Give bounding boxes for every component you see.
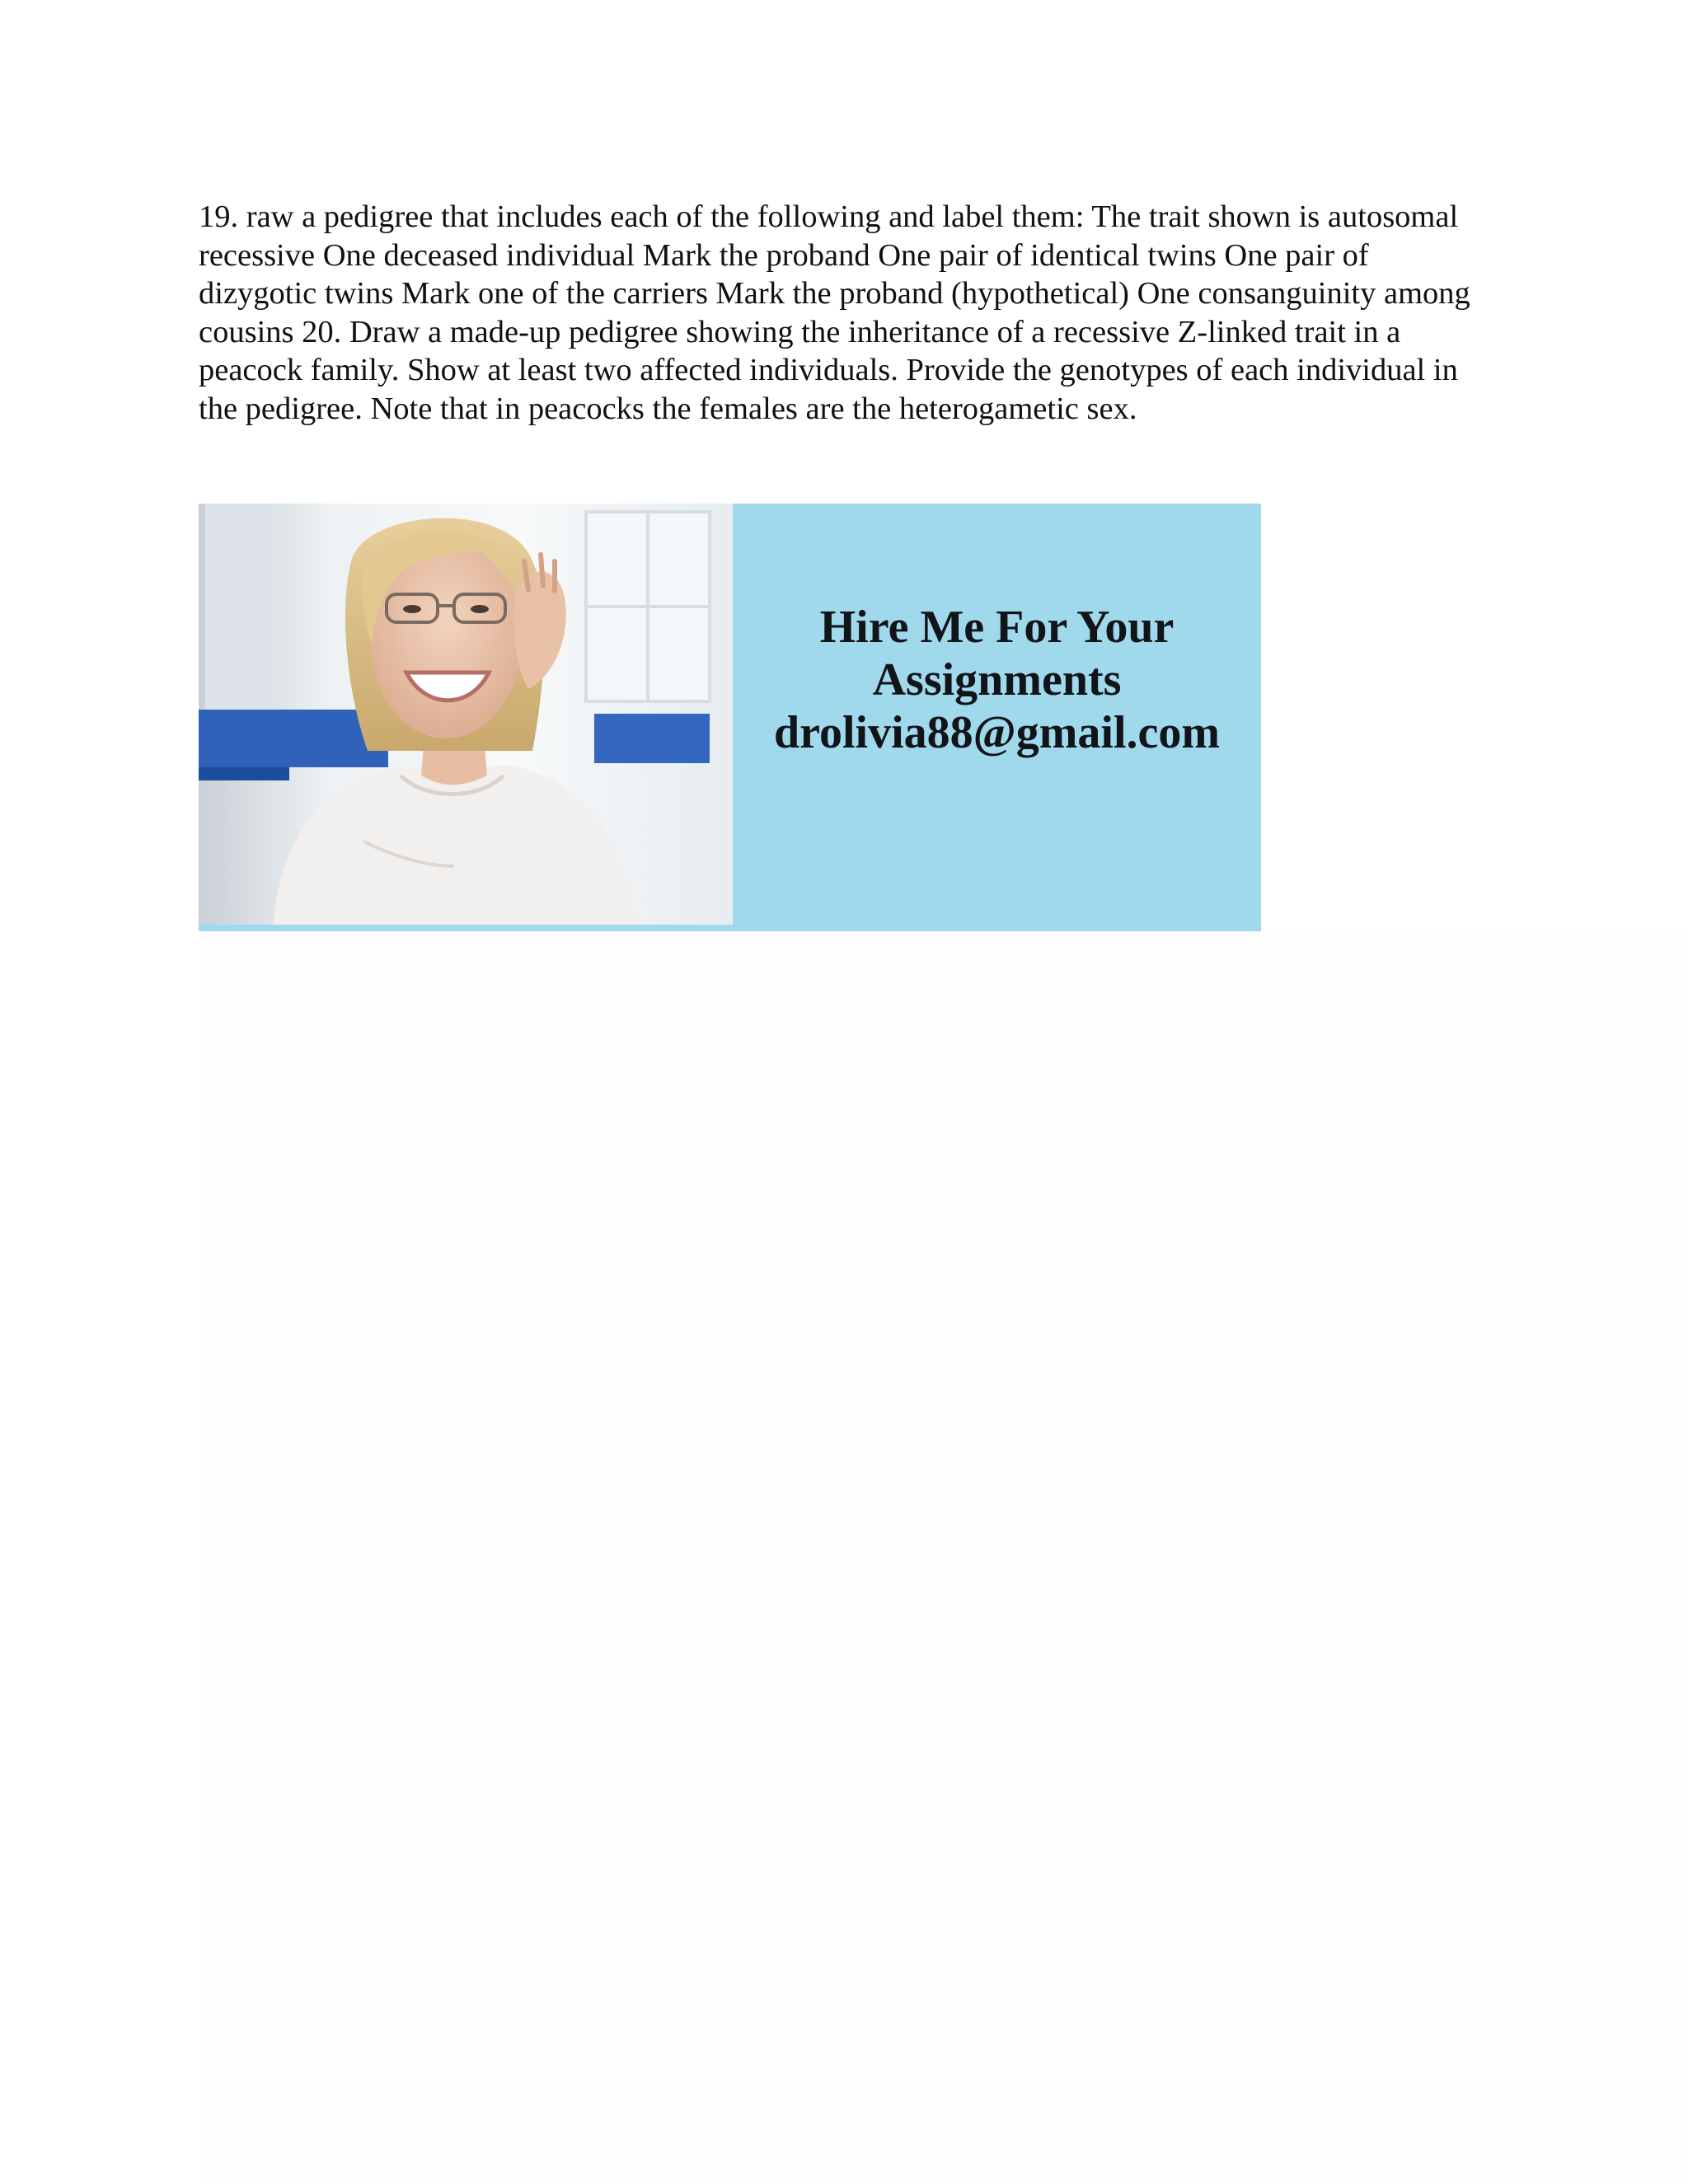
promo-line-1: Hire Me For Your — [819, 602, 1175, 653]
advertisement-banner[interactable] — [199, 504, 1261, 931]
promo-panel — [733, 504, 1261, 931]
promo-email: drolivia88@gmail.com — [773, 707, 1221, 758]
promo-text — [733, 601, 1261, 759]
photo-bottom-strip — [199, 925, 733, 931]
woman-photo — [199, 504, 733, 931]
question-paragraph: 19. raw a pedigree that includes each of the following and label them: The trait shown is autosomal recessive One deceased individual Mark the proband One pair of identical twins One pair of dizygotic twins Mark one of the carriers Mark the proband (hypothetical) One consanguinity among cousins 20. Draw a made-up pedigree showing the inheritance of a recessive Z-linked trait in a peacock family. Show at least two affected individuals. Provide the genotypes of each individual in the pedigree. Note that in peacocks the females are the heterogametic sex. — [199, 199, 1470, 426]
page-background — [200, 931, 1688, 2184]
promo-line-2: Assignments — [872, 654, 1122, 705]
